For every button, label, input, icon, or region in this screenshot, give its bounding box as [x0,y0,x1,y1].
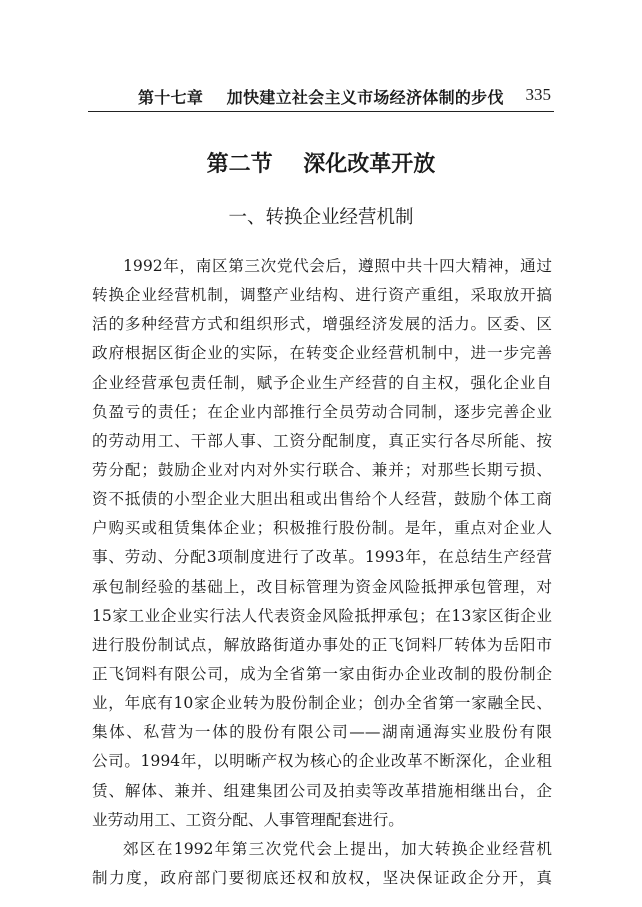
text-line: 集体、私营为一体的股份有限公司——湖南通海实业股份有限 [92,723,552,742]
text-line: 15家工业企业实行法人代表资金风险抵押承包；在13家区街企业 [92,606,552,625]
chapter-title: 第十七章 加快建立社会主义市场经济体制的步伐 [138,88,504,107]
page-number: 335 [525,85,551,104]
text-line: 政府根据区街企业的实际，在转变企业经营机制中，进一步完善 [92,344,552,363]
body-text [92,252,552,893]
text-line: 的劳动用工、干部人事、工资分配制度，真正实行各尽所能、按 [92,431,552,450]
text-line: 赁、解体、兼并、组建集团公司及拍卖等改革措施相继出台，企 [92,781,552,800]
text-line: 劳分配；鼓励企业对内对外实行联合、兼并；对那些长期亏损、 [92,460,552,479]
subsection-title: 一、转换企业经营机制 [228,207,414,228]
text-line: 公司。1994年，以明晰产权为核心的企业改革不断深化，企业租 [92,752,552,771]
text-line: 资不抵债的小型企业大胆出租或出售给个人经营，鼓励个体工商 [92,490,552,509]
text-line: 进行股份制试点，解放路街道办事处的正飞饲料厂转体为岳阳市 [92,635,552,654]
text-line: 承包制经验的基础上，改目标管理为资金风险抵押承包管理，对 [92,577,552,596]
text-line: 业劳动用工、工资分配、人事管理配套进行。 [92,810,404,829]
text-line: 事、劳动、分配3项制度进行了改革。1993年，在总结生产经营 [92,548,552,567]
text-line: 正飞饲料有限公司，成为全省第一家由街办企业改制的股份制企 [92,664,552,683]
running-header [88,82,554,112]
text-line: 郊区在1992年第三次党代会上提出，加大转换企业经营机 [123,839,552,858]
text-line: 1992年，南区第三次党代会后，遵照中共十四大精神，通过 [123,257,552,275]
section-title: 第二节 深化改革开放 [206,152,436,177]
text-line: 企业经营承包责任制，赋予企业生产经营的自主权，强化企业自 [92,373,552,392]
text-line: 制力度，政府部门要彻底还权和放权，坚决保证政企分开，真 [92,868,552,887]
text-line: 转换企业经营机制，调整产业结构、进行资产重组，采取放开搞 [92,286,552,305]
text-line: 负盈亏的责任；在企业内部推行全员劳动合同制，逐步完善企业 [92,402,552,421]
text-line: 户购买或租赁集体企业；积极推行股份制。是年，重点对企业人 [92,519,552,538]
text-line: 业，年底有10家企业转为股份制企业；创办全省第一家融全民、 [92,694,552,713]
text-line: 活的多种经营方式和组织形式，增强经济发展的活力。区委、区 [92,315,552,334]
